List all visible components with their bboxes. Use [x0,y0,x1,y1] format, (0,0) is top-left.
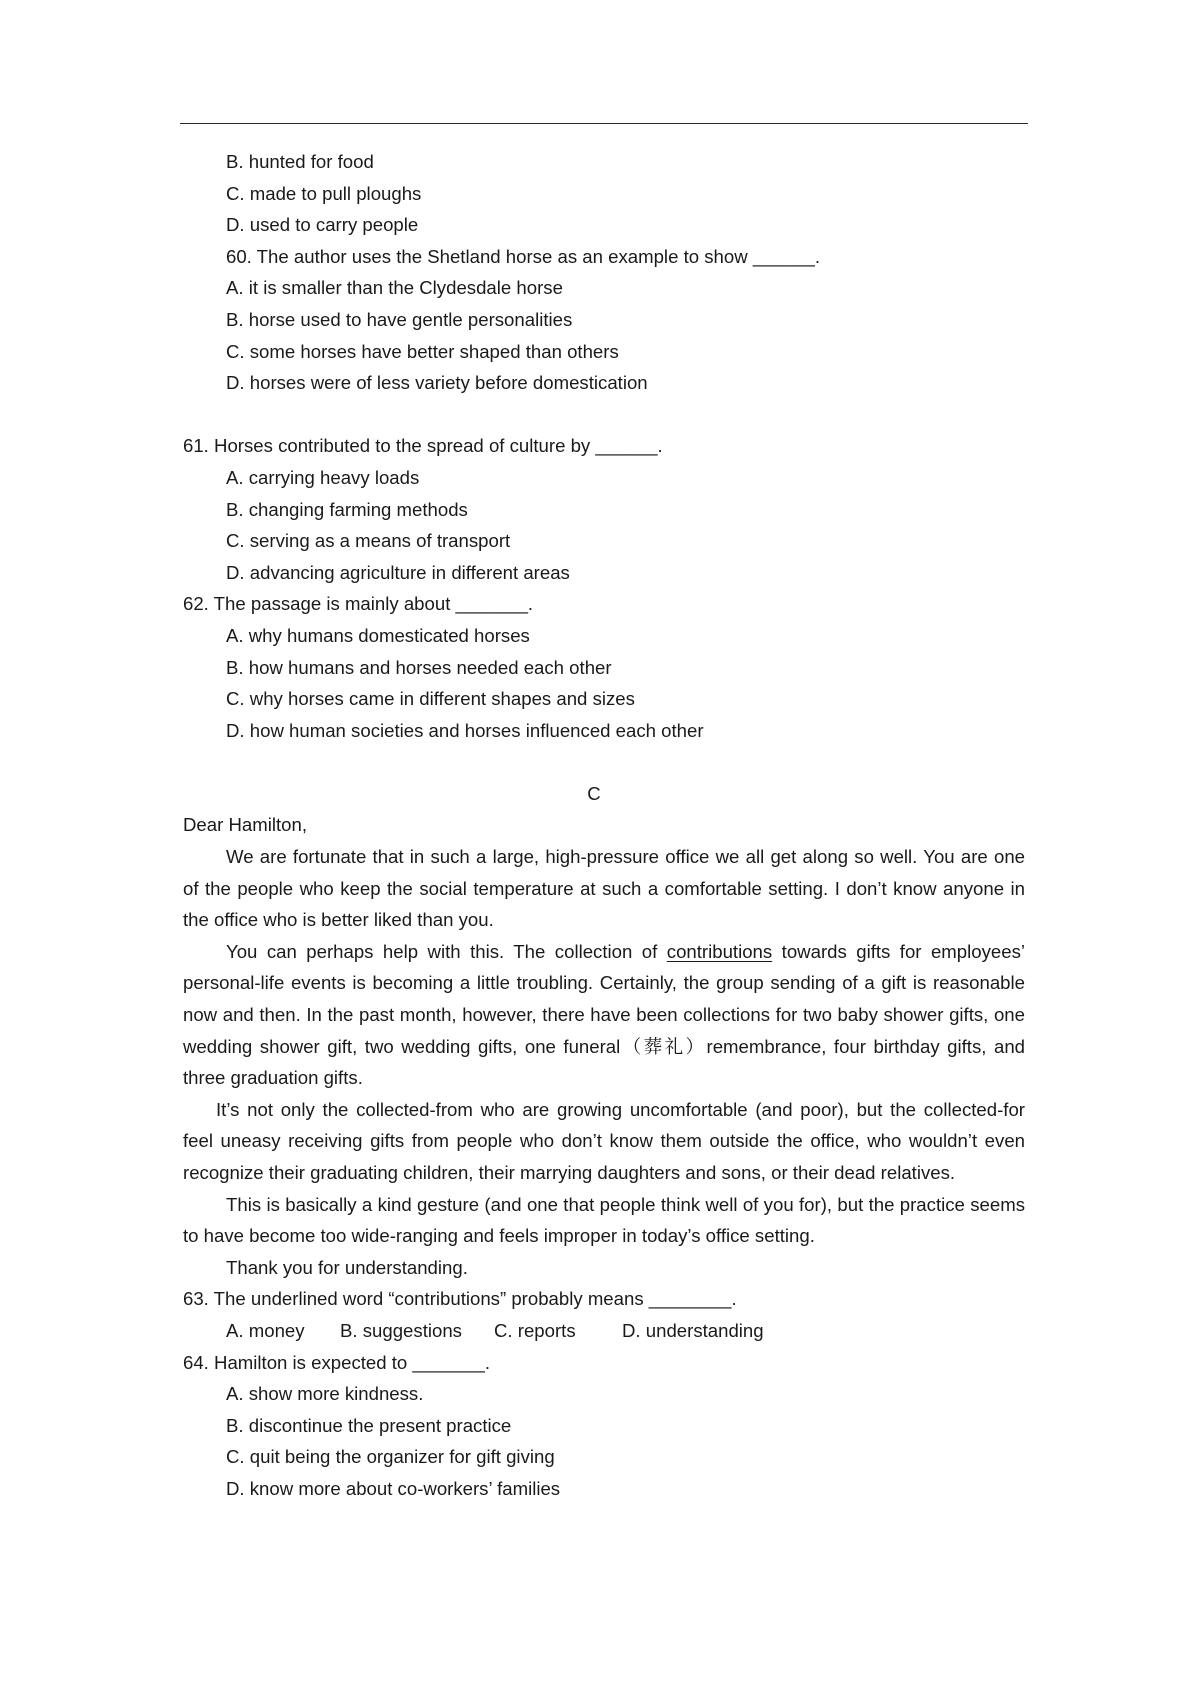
q62-stem: 62. The passage is mainly about _______. [183,593,534,615]
q61-option-b: B. changing farming methods [226,498,468,520]
spacer [183,746,1025,778]
q59-option-d: D. used to carry people [226,214,419,236]
q60-option-b: B. horse used to have gentle personalities [226,308,573,330]
q60-stem: 60. The author uses the Shetland horse as an example to show ______. [226,245,821,267]
q61-option-a: A. carrying heavy loads [226,466,420,488]
q61-option-d: D. advancing agriculture in different areas [226,561,570,583]
q59-option-c: C. made to pull ploughs [226,182,422,204]
q60-option-c: C. some horses have better shaped than others [226,340,619,362]
q62-option-a: A. why humans domesticated horses [226,624,530,646]
q63-option-b: B. suggestions [340,1319,462,1341]
underlined-word-contributions: contributions [666,940,773,962]
q63-option-d: D. understanding [622,1319,764,1341]
q60-option-d: D. horses were of less variety before domestication [226,372,648,394]
paragraph-2-text-start: You can perhaps help with this. The collection of [226,940,667,962]
q64-option-a: A. show more kindness. [226,1383,424,1405]
letter-paragraph-4: This is basically a kind gesture (and one that people think well of you for), but the practice seems to have become too wide-ranging and feels improper in today’s office setting. [183,1193,1025,1247]
letter-closing: Thank you for understanding. [226,1256,468,1278]
section-heading: C [587,782,601,804]
q64-option-c: C. quit being the organizer for gift giving [226,1446,555,1468]
letter-salutation: Dear Hamilton, [183,814,308,836]
q63-options [183,1315,1025,1347]
paragraph-2-text-end: towards gifts for employees’ personal-life events is becoming a little troubling. Certainly, the group sending of a gift is reasonable now and then. In the past month, however, there have been collections for two baby shower gifts, one wedding shower gift, two wedding gifts, one funeral（葬礼）remembrance, four birthday gifts, and three graduation gifts. [183,940,1026,1089]
q62-option-b: B. how humans and horses needed each other [226,656,612,678]
q61-stem: 61. Horses contributed to the spread of culture by ______. [183,435,663,457]
q63-stem: 63. The underlined word “contributions” probably means ________. [183,1288,737,1310]
q63-option-a: A. money [226,1319,305,1341]
q61-option-c: C. serving as a means of transport [226,530,511,552]
spacer [183,399,1025,431]
q62-option-d: D. how human societies and horses influenced each other [226,719,704,741]
letter-paragraph-3: It’s not only the collected-from who are growing uncomfortable (and poor), but the collected-for feel uneasy receiving gifts from people who don’t know them outside the office, who wouldn’t even recognize their graduating children, their marrying daughters and sons, or their dead relatives. [183,1098,1025,1183]
q59-option-b: B. hunted for food [226,151,374,172]
page-content [183,146,1025,1505]
q62-option-c: C. why horses came in different shapes and sizes [226,688,635,710]
letter-paragraph-2 [183,936,1025,1094]
q63-option-c: C. reports [494,1319,576,1341]
q64-stem: 64. Hamilton is expected to _______. [183,1351,490,1373]
q64-option-d: D. know more about co-workers’ families [226,1477,561,1499]
q60-option-a: A. it is smaller than the Clydesdale horse [226,277,563,299]
header-rule [180,123,1028,124]
letter-paragraph-1: We are fortunate that in such a large, high-pressure office we all get along so well. You are one of the people who keep the social temperature at such a comfortable setting. I don’t know anyone in the office who is better liked than you. [183,846,1025,931]
q64-option-b: B. discontinue the present practice [226,1414,512,1436]
